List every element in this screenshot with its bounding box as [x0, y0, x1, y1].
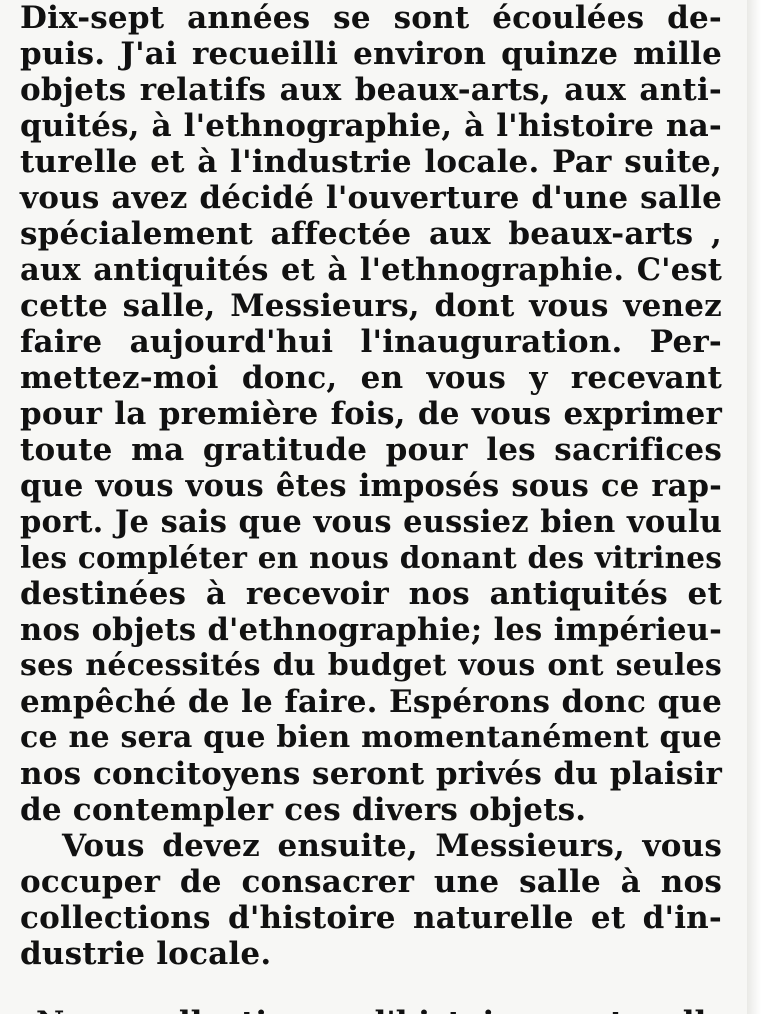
text-line: toute ma gratitude pour les sacrifices [20, 432, 722, 468]
text-line: Dix-sept années se sont écoulées de- [20, 0, 722, 36]
text-line: quités, à l'ethnographie, à l'histoire na- [20, 108, 722, 144]
text-line: Vous devez ensuite, Messieurs, vous [62, 828, 722, 864]
text-line: vous avez décidé l'ouverture d'une salle [20, 180, 722, 216]
text-line: port. Je sais que vous eussiez bien voulu [20, 504, 722, 540]
text-line: ce ne sera que bien momentanément que [20, 720, 722, 755]
scan-edge [747, 0, 761, 1024]
text-line: ses nécessités du budget vous ont seules [20, 648, 722, 683]
text-line: objets relatifs aux beaux-arts, aux anti- [20, 72, 722, 108]
text-line: pour la première fois, de vous exprimer [20, 396, 722, 432]
text-line: dustrie locale. [20, 936, 272, 972]
text-line: spécialement affectée aux beaux-arts , [20, 216, 722, 252]
text-line: destinées à recevoir nos antiquités et [20, 576, 722, 612]
text-line: les compléter en nous donant des vitrines [20, 540, 722, 575]
text-line: aux antiquités et à l'ethnographie. C'est [20, 252, 722, 288]
text-line: de contempler ces divers objets. [20, 792, 587, 828]
text-line: puis. J'ai recueilli environ quinze mille [20, 36, 722, 72]
text-line: empêché de le faire. Espérons donc que [20, 684, 722, 720]
text-line: nos objets d'ethnographie; les impérieu- [20, 612, 722, 648]
bottom-edge [0, 1014, 761, 1024]
text-line: que vous vous êtes imposés sous ce rap- [20, 468, 722, 504]
text-line: occuper de consacrer une salle à nos [20, 864, 722, 900]
text-line: mettez-moi donc, en vous y recevant [20, 360, 722, 396]
text-line: cette salle, Messieurs, dont vous venez [20, 288, 722, 324]
text-line: collections d'histoire naturelle et d'in- [20, 900, 722, 936]
text-line: faire aujourd'hui l'inauguration. Per- [20, 324, 722, 360]
text-line: nos concitoyens seront privés du plaisir [20, 756, 722, 792]
text-line: turelle et à l'industrie locale. Par suite, [20, 144, 722, 180]
